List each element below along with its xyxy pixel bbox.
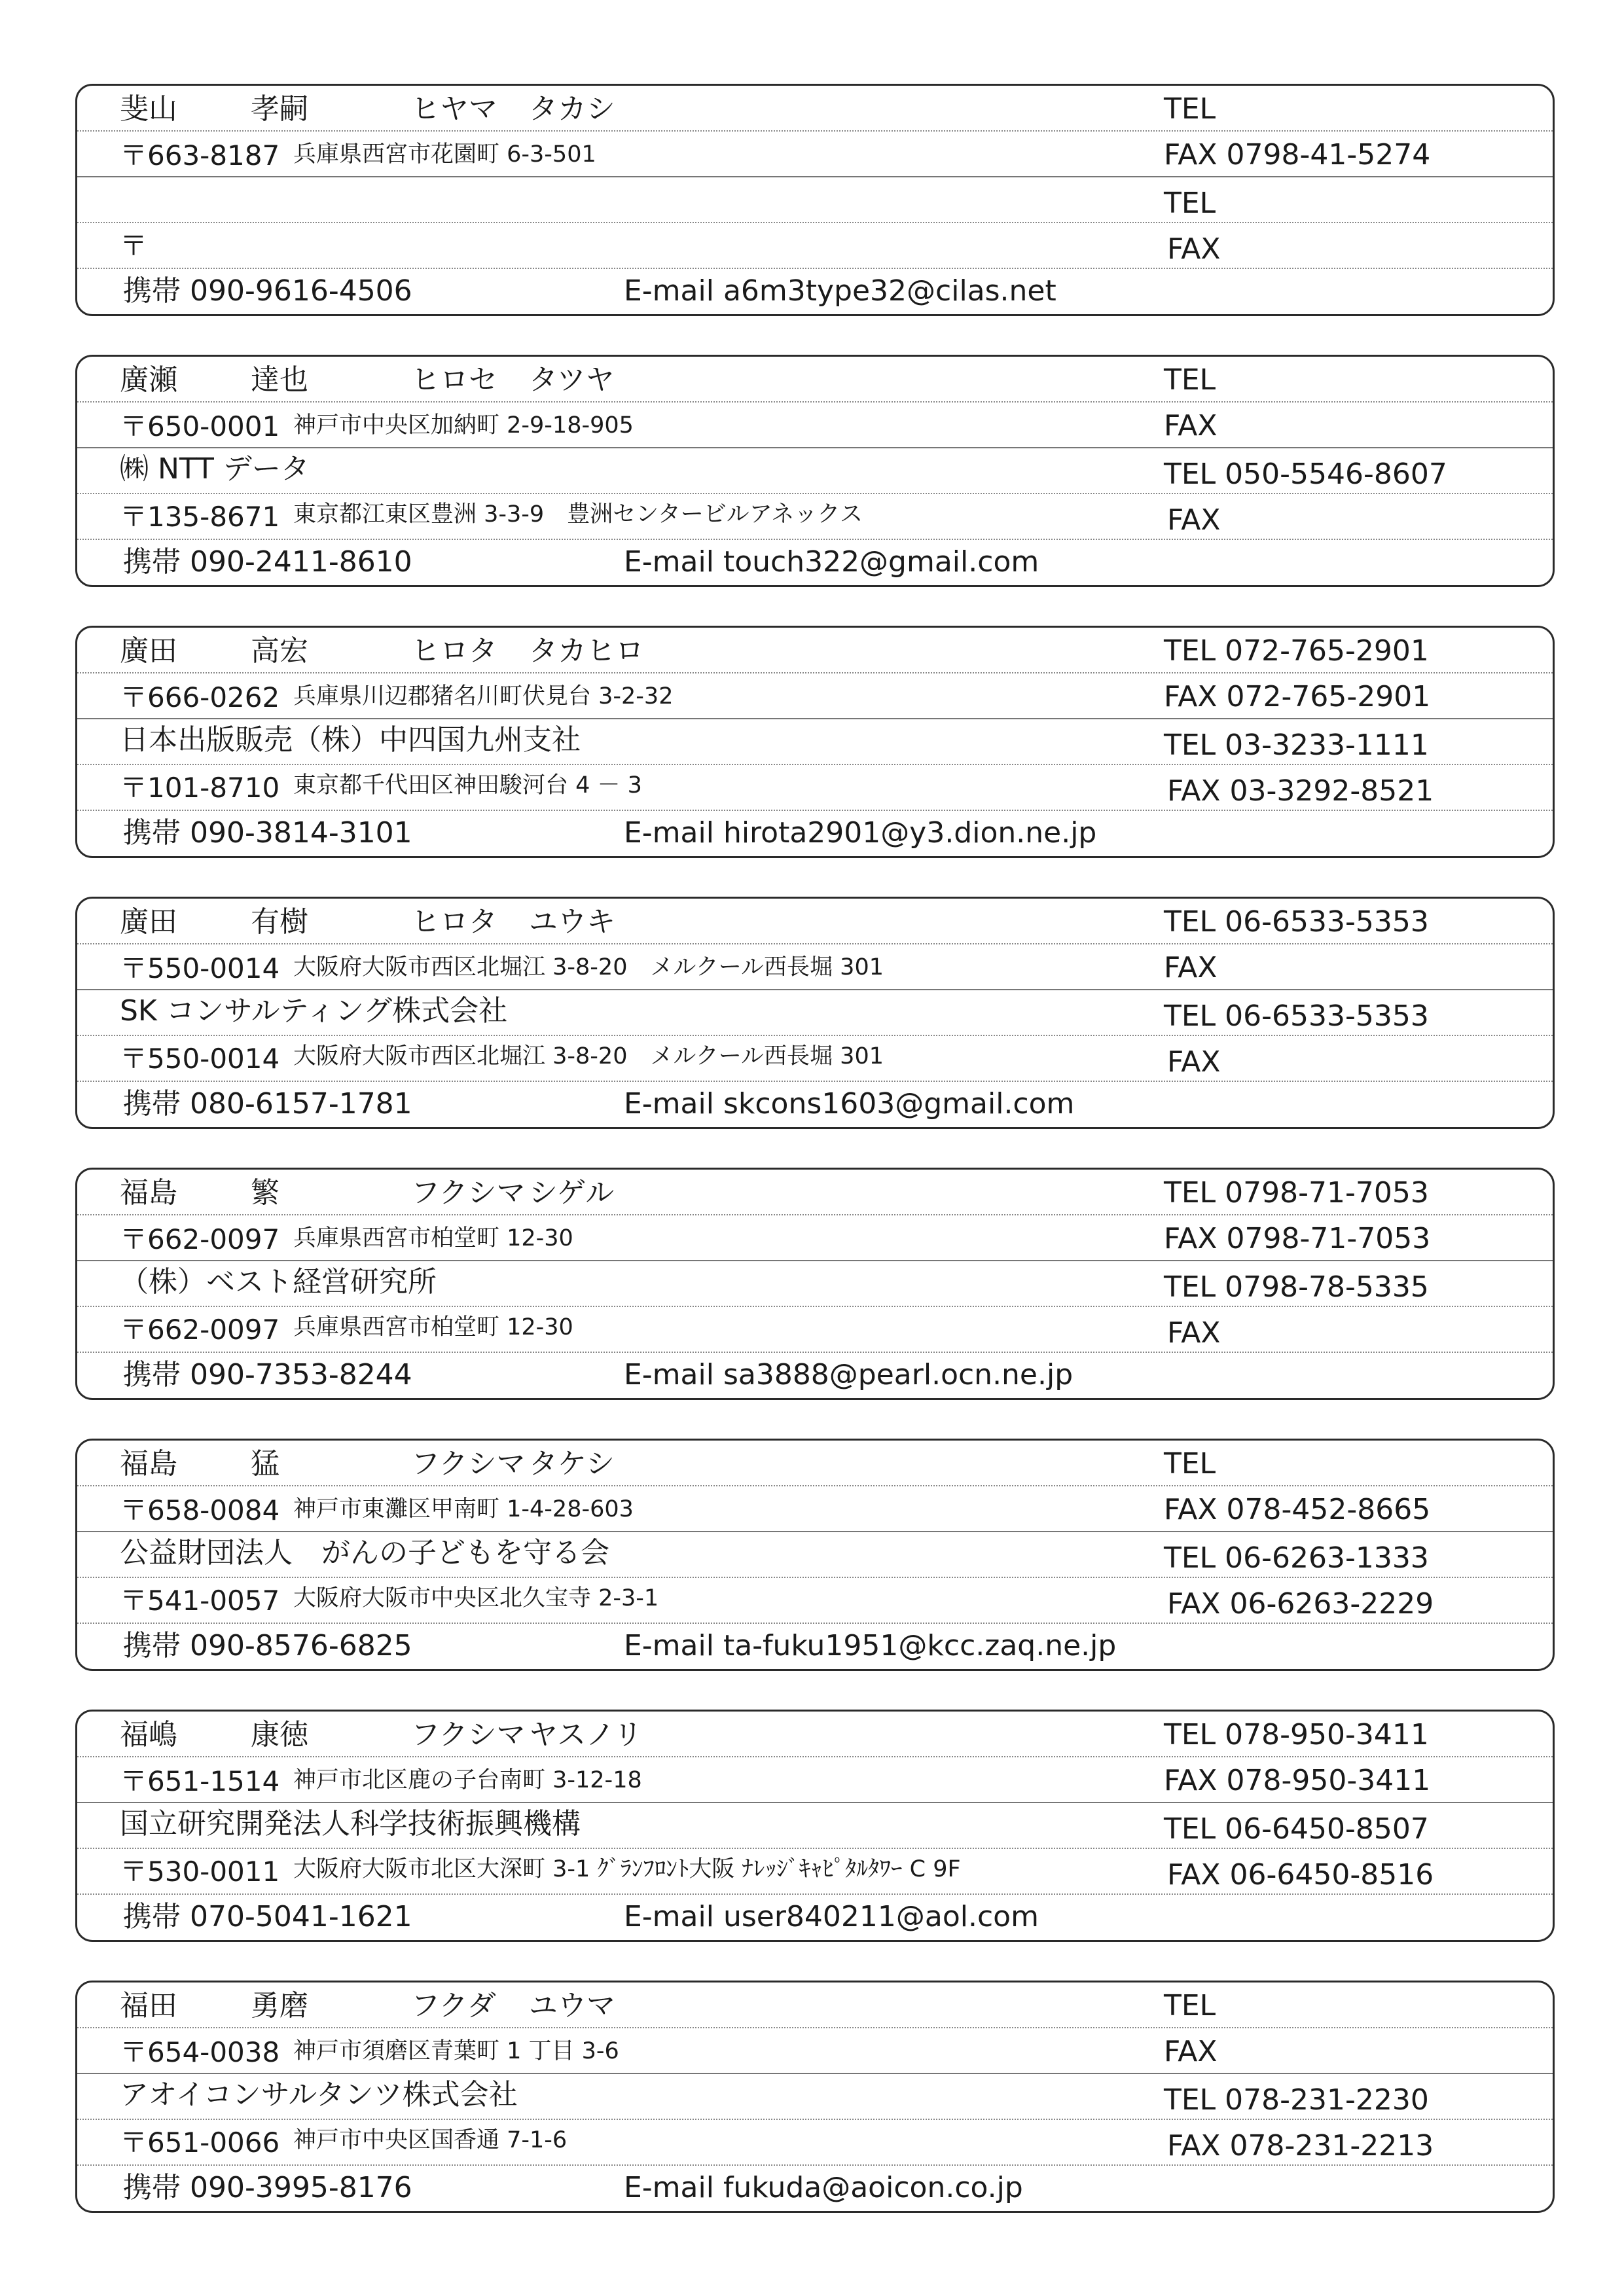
work-zip: 〒651-0066 [120, 2126, 280, 2159]
surname: 廣瀬 [120, 363, 177, 397]
work-tel: TEL 06-6450-8507 [1164, 1812, 1429, 1846]
company-name: SK コンサルティング株式会社 [120, 994, 508, 1028]
work-fax: FAX 078-231-2213 [1167, 2129, 1434, 2162]
surname: 福島 [120, 1447, 177, 1480]
kana-surname: ヒロセ [411, 363, 497, 397]
name-row [77, 1441, 1553, 1486]
home-zip: 〒654-0038 [120, 2036, 280, 2068]
work-fax: FAX [1167, 503, 1221, 537]
contact-card [75, 1168, 1555, 1400]
work-tel: TEL 03-3233-1111 [1164, 728, 1429, 762]
mobile-phone: 携帯 090-3995-8176 [123, 2171, 412, 2204]
home-address-row [77, 132, 1553, 177]
work-tel: TEL 06-6263-1333 [1164, 1541, 1429, 1575]
home-tel: TEL [1164, 92, 1216, 126]
kana-given-name: タカヒロ [529, 634, 644, 668]
kana-given-name: シゲル [529, 1176, 615, 1210]
kana-given-name: タケシ [529, 1447, 615, 1480]
mobile-row [77, 811, 1553, 857]
work-address: 兵庫県西宮市柏堂町 12-30 [293, 1314, 573, 1340]
work-tel: TEL [1164, 187, 1216, 220]
mobile-row [77, 1082, 1553, 1128]
home-zip: 〒550-0014 [120, 952, 280, 984]
home-fax: FAX [1164, 409, 1218, 442]
work-address-row [77, 1849, 1553, 1895]
company-row [77, 1532, 1553, 1578]
home-fax: FAX [1164, 951, 1218, 984]
kana-surname: フクダ [411, 1989, 496, 2022]
home-fax: FAX 0798-41-5274 [1164, 138, 1431, 171]
work-address-row [77, 765, 1553, 811]
contact-card [75, 355, 1555, 587]
work-address: 大阪府大阪市北区大深町 3-1 ｸﾞﾗﾝﾌﾛﾝﾄ大阪 ﾅﾚｯｼﾞｷｬﾋﾟﾀﾙﾀﾜｰ C 9F [293, 1856, 961, 1882]
work-fax: FAX 06-6263-2229 [1167, 1587, 1434, 1621]
contact-card [75, 626, 1555, 858]
home-address: 大阪府大阪市西区北堀江 3-8-20 メルクール西長堀 301 [293, 954, 884, 980]
home-address-row [77, 2028, 1553, 2074]
home-zip: 〒650-0001 [120, 410, 280, 442]
kana-surname: フクシマ [411, 1176, 526, 1210]
company-name: ㈱ NTT データ [120, 452, 310, 486]
home-address-row [77, 1215, 1553, 1261]
company-row [77, 177, 1553, 223]
kana-surname: フクシマ [411, 1718, 526, 1751]
work-zip: 〒530-0011 [120, 1856, 280, 1888]
home-zip: 〒658-0084 [120, 1494, 280, 1526]
work-fax: FAX [1167, 1045, 1221, 1079]
name-row [77, 1982, 1553, 2028]
mobile-row [77, 540, 1553, 586]
company-name: 日本出版販売（株）中四国九州支社 [120, 723, 581, 757]
company-row [77, 1803, 1553, 1849]
given-name: 有樹 [251, 905, 308, 939]
company-name: アオイコンサルタンツ株式会社 [120, 2078, 518, 2111]
kana-given-name: ユウマ [529, 1989, 615, 2022]
mobile-row [77, 1624, 1553, 1670]
company-row [77, 1261, 1553, 1307]
home-tel: TEL 06-6533-5353 [1164, 905, 1429, 939]
surname: 福嶋 [120, 1718, 177, 1751]
given-name: 康徳 [251, 1718, 308, 1751]
home-address-row [77, 1757, 1553, 1803]
work-address: 東京都江東区豊洲 3-3-9 豊洲センタービルアネックス [293, 501, 863, 528]
kana-given-name: ヤスノリ [529, 1718, 643, 1751]
surname: 福田 [120, 1989, 177, 2022]
work-zip: 〒662-0097 [120, 1314, 280, 1346]
home-address: 兵庫県西宮市花園町 6-3-501 [293, 141, 596, 168]
home-tel: TEL [1164, 1989, 1216, 2022]
home-address-row [77, 673, 1553, 719]
work-tel: TEL 050-5546-8607 [1164, 457, 1447, 491]
work-address: 大阪府大阪市西区北堀江 3-8-20 メルクール西長堀 301 [293, 1043, 884, 1069]
work-address-row [77, 1036, 1553, 1082]
email-address: E-mail touch322@gmail.com [624, 545, 1039, 579]
home-fax: FAX 072-765-2901 [1164, 680, 1431, 713]
work-tel: TEL 0798-78-5335 [1164, 1270, 1429, 1304]
home-tel: TEL 0798-71-7053 [1164, 1176, 1429, 1210]
home-zip: 〒662-0097 [120, 1223, 280, 1255]
name-row [77, 628, 1553, 673]
mobile-phone: 携帯 090-9616-4506 [123, 274, 412, 308]
work-zip: 〒101-8710 [120, 772, 280, 804]
kana-surname: ヒロタ [411, 905, 497, 939]
name-row [77, 357, 1553, 403]
home-address: 神戸市東灘区甲南町 1-4-28-603 [293, 1496, 634, 1522]
home-fax: FAX 0798-71-7053 [1164, 1222, 1431, 1255]
company-row [77, 2074, 1553, 2120]
home-fax: FAX 078-452-8665 [1164, 1493, 1431, 1526]
mobile-phone: 携帯 090-7353-8244 [123, 1358, 412, 1391]
work-address: 神戸市中央区国香通 7-1-6 [293, 2127, 568, 2153]
contact-card [75, 1981, 1555, 2213]
work-tel: TEL 06-6533-5353 [1164, 999, 1429, 1033]
kana-surname: ヒヤマ [411, 92, 497, 126]
contact-card [75, 84, 1555, 316]
contact-card [75, 1710, 1555, 1942]
work-fax: FAX [1167, 232, 1221, 266]
home-zip: 〒666-0262 [120, 681, 280, 713]
mobile-phone: 携帯 090-2411-8610 [123, 545, 412, 579]
name-row [77, 1170, 1553, 1215]
contact-card [75, 897, 1555, 1129]
work-address-row [77, 494, 1553, 540]
contact-card [75, 1439, 1555, 1671]
given-name: 達也 [251, 363, 308, 397]
home-tel: TEL [1164, 363, 1216, 397]
work-tel: TEL 078-231-2230 [1164, 2083, 1429, 2117]
work-zip: 〒541-0057 [120, 1585, 280, 1617]
work-zip: 〒 [120, 230, 148, 262]
kana-surname: フクシマ [411, 1447, 526, 1480]
email-address: E-mail user840211@aol.com [624, 1900, 1039, 1933]
home-zip: 〒651-1514 [120, 1765, 280, 1797]
home-tel: TEL 072-765-2901 [1164, 634, 1429, 668]
mobile-row [77, 269, 1553, 315]
home-address: 兵庫県川辺郡猪名川町伏見台 3-2-32 [293, 683, 674, 709]
company-row [77, 719, 1553, 765]
home-address: 兵庫県西宮市柏堂町 12-30 [293, 1225, 573, 1251]
given-name: 繁 [251, 1176, 280, 1210]
surname: 福島 [120, 1176, 177, 1210]
name-row [77, 1712, 1553, 1757]
email-address: E-mail sa3888@pearl.ocn.ne.jp [624, 1358, 1074, 1391]
given-name: 孝嗣 [251, 92, 308, 126]
home-tel: TEL [1164, 1447, 1216, 1480]
company-name: 公益財団法人 がんの子どもを守る会 [120, 1536, 609, 1570]
surname: 廣田 [120, 905, 177, 939]
home-address: 神戸市北区鹿の子台南町 3-12-18 [293, 1767, 642, 1793]
mobile-phone: 携帯 090-8576-6825 [123, 1629, 412, 1662]
kana-given-name: タカシ [529, 92, 615, 126]
name-row [77, 899, 1553, 944]
email-address: E-mail skcons1603@gmail.com [624, 1087, 1075, 1121]
email-address: E-mail hirota2901@y3.dion.ne.jp [624, 816, 1097, 850]
given-name: 猛 [251, 1447, 280, 1480]
kana-surname: ヒロタ [411, 634, 497, 668]
name-row [77, 86, 1553, 132]
work-address-row [77, 1307, 1553, 1353]
given-name: 勇磨 [251, 1989, 308, 2022]
email-address: E-mail ta-fuku1951@kcc.zaq.ne.jp [624, 1629, 1117, 1662]
mobile-phone: 携帯 080-6157-1781 [123, 1087, 412, 1121]
home-fax: FAX [1164, 2035, 1218, 2068]
home-address-row [77, 403, 1553, 448]
mobile-phone: 携帯 070-5041-1621 [123, 1900, 412, 1933]
mobile-row [77, 2166, 1553, 2212]
work-address-row [77, 223, 1553, 269]
email-address: E-mail fukuda@aoicon.co.jp [624, 2171, 1023, 2204]
home-address: 神戸市中央区加納町 2-9-18-905 [293, 412, 634, 439]
email-address: E-mail a6m3type32@cilas.net [624, 274, 1056, 308]
company-row [77, 448, 1553, 494]
work-address: 大阪府大阪市中央区北久宝寺 2-3-1 [293, 1585, 659, 1611]
mobile-row [77, 1895, 1553, 1941]
home-address-row [77, 1486, 1553, 1532]
work-fax: FAX [1167, 1316, 1221, 1350]
home-fax: FAX 078-950-3411 [1164, 1764, 1431, 1797]
kana-given-name: ユウキ [529, 905, 615, 939]
kana-given-name: タツヤ [529, 363, 615, 397]
home-address: 神戸市須磨区青葉町 1 丁目 3-6 [293, 2038, 619, 2064]
home-address-row [77, 944, 1553, 990]
work-fax: FAX 06-6450-8516 [1167, 1858, 1434, 1892]
work-zip: 〒550-0014 [120, 1043, 280, 1075]
mobile-phone: 携帯 090-3814-3101 [123, 816, 412, 850]
company-name: 国立研究開発法人科学技術振興機構 [120, 1807, 581, 1840]
work-address-row [77, 1578, 1553, 1624]
work-zip: 〒135-8671 [120, 501, 280, 533]
work-address: 東京都千代田区神田駿河台 4 － 3 [293, 772, 642, 798]
company-row [77, 990, 1553, 1036]
given-name: 高宏 [251, 634, 308, 668]
mobile-row [77, 1353, 1553, 1399]
work-fax: FAX 03-3292-8521 [1167, 774, 1434, 808]
company-name: （株）ベスト経営研究所 [120, 1265, 437, 1299]
home-zip: 〒663-8187 [120, 139, 280, 171]
home-tel: TEL 078-950-3411 [1164, 1718, 1429, 1751]
work-address-row [77, 2120, 1553, 2166]
surname: 斐山 [120, 92, 177, 126]
surname: 廣田 [120, 634, 177, 668]
